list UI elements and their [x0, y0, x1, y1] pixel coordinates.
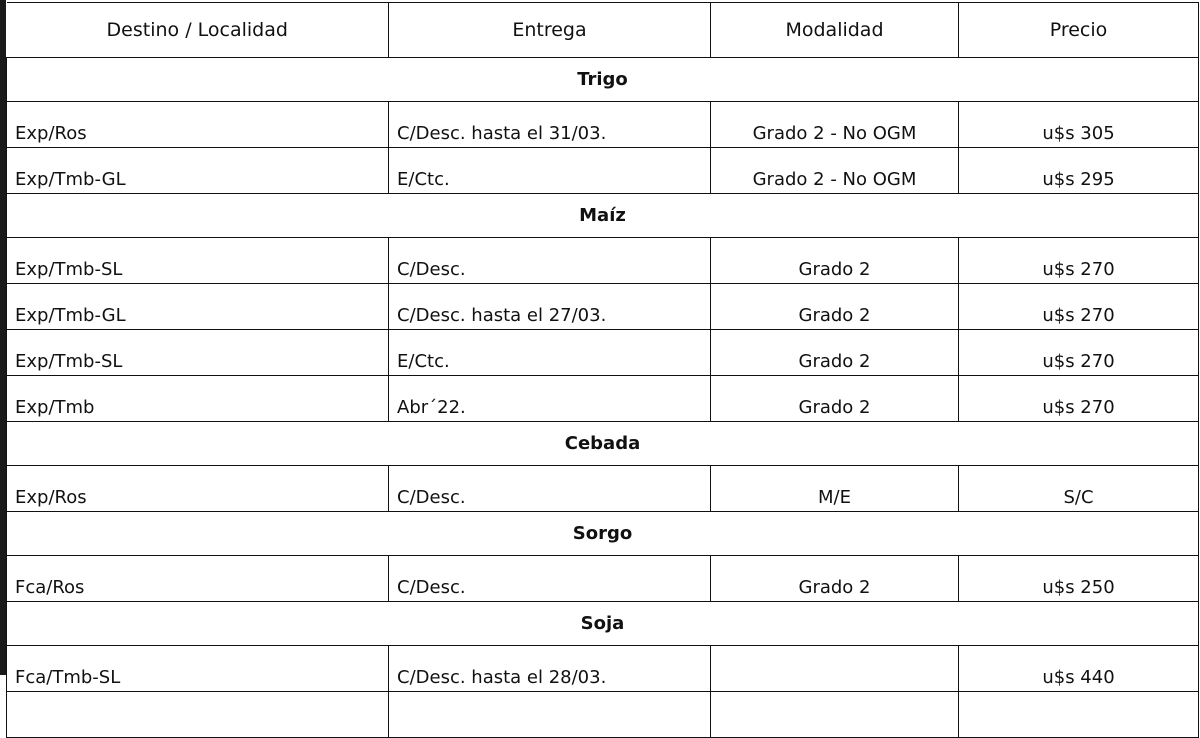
- cell-destino-empty: [7, 692, 389, 738]
- table-row: [7, 284, 1199, 330]
- section-row-maiz: [7, 194, 1199, 238]
- table-row-partial: [7, 692, 1199, 738]
- cell-destino: Exp/Tmb-GL: [7, 284, 389, 330]
- cell-modalidad: M/E: [711, 466, 959, 512]
- cell-destino: Exp/Tmb-SL: [7, 238, 389, 284]
- section-row-soja: [7, 602, 1199, 646]
- cell-modalidad: Grado 2: [711, 376, 959, 422]
- cell-precio: u$s 270: [959, 376, 1199, 422]
- cell-destino: Fca/Ros: [7, 556, 389, 602]
- table-row: [7, 466, 1199, 512]
- section-row-cebada: [7, 422, 1199, 466]
- section-title-sorgo: Sorgo: [7, 512, 1199, 556]
- cell-entrega: C/Desc. hasta el 27/03.: [389, 284, 711, 330]
- cell-precio: S/C: [959, 466, 1199, 512]
- price-table: [6, 2, 1199, 738]
- header-precio: Precio: [959, 3, 1199, 58]
- table-header-row: [7, 3, 1199, 58]
- header-modalidad: Modalidad: [711, 3, 959, 58]
- table-row: [7, 148, 1199, 194]
- cell-destino: Exp/Tmb-SL: [7, 330, 389, 376]
- cell-precio: u$s 270: [959, 284, 1199, 330]
- cell-precio: u$s 440: [959, 646, 1199, 692]
- cell-entrega: E/Ctc.: [389, 330, 711, 376]
- cell-entrega: C/Desc.: [389, 556, 711, 602]
- cell-modalidad: Grado 2: [711, 284, 959, 330]
- section-row-sorgo: [7, 512, 1199, 556]
- cell-precio-empty: [959, 692, 1199, 738]
- cell-modalidad: Grado 2: [711, 238, 959, 284]
- cell-modalidad-empty: [711, 692, 959, 738]
- table-row: [7, 102, 1199, 148]
- section-title-maiz: Maíz: [7, 194, 1199, 238]
- header-destino: Destino / Localidad: [7, 3, 389, 58]
- cell-entrega: E/Ctc.: [389, 148, 711, 194]
- cell-destino: Fca/Tmb-SL: [7, 646, 389, 692]
- section-title-trigo: Trigo: [7, 58, 1199, 102]
- cell-entrega: C/Desc. hasta el 28/03.: [389, 646, 711, 692]
- cell-precio: u$s 305: [959, 102, 1199, 148]
- section-title-cebada: Cebada: [7, 422, 1199, 466]
- cell-precio: u$s 295: [959, 148, 1199, 194]
- cell-entrega: C/Desc.: [389, 238, 711, 284]
- table-row: [7, 646, 1199, 692]
- cell-entrega-empty: [389, 692, 711, 738]
- cell-entrega: C/Desc.: [389, 466, 711, 512]
- table-row: [7, 238, 1199, 284]
- table-row: [7, 330, 1199, 376]
- header-entrega: Entrega: [389, 3, 711, 58]
- cell-entrega: Abr´22.: [389, 376, 711, 422]
- cell-modalidad: [711, 646, 959, 692]
- table-row: [7, 376, 1199, 422]
- cell-precio: u$s 250: [959, 556, 1199, 602]
- cell-precio: u$s 270: [959, 238, 1199, 284]
- cell-destino: Exp/Ros: [7, 466, 389, 512]
- cell-destino: Exp/Ros: [7, 102, 389, 148]
- cell-modalidad: Grado 2 - No OGM: [711, 148, 959, 194]
- cell-modalidad: Grado 2: [711, 556, 959, 602]
- cell-precio: u$s 270: [959, 330, 1199, 376]
- cell-modalidad: Grado 2 - No OGM: [711, 102, 959, 148]
- cell-destino: Exp/Tmb: [7, 376, 389, 422]
- cell-modalidad: Grado 2: [711, 330, 959, 376]
- section-title-soja: Soja: [7, 602, 1199, 646]
- table-row: [7, 556, 1199, 602]
- cell-destino: Exp/Tmb-GL: [7, 148, 389, 194]
- cell-entrega: C/Desc. hasta el 31/03.: [389, 102, 711, 148]
- section-row-trigo: [7, 58, 1199, 102]
